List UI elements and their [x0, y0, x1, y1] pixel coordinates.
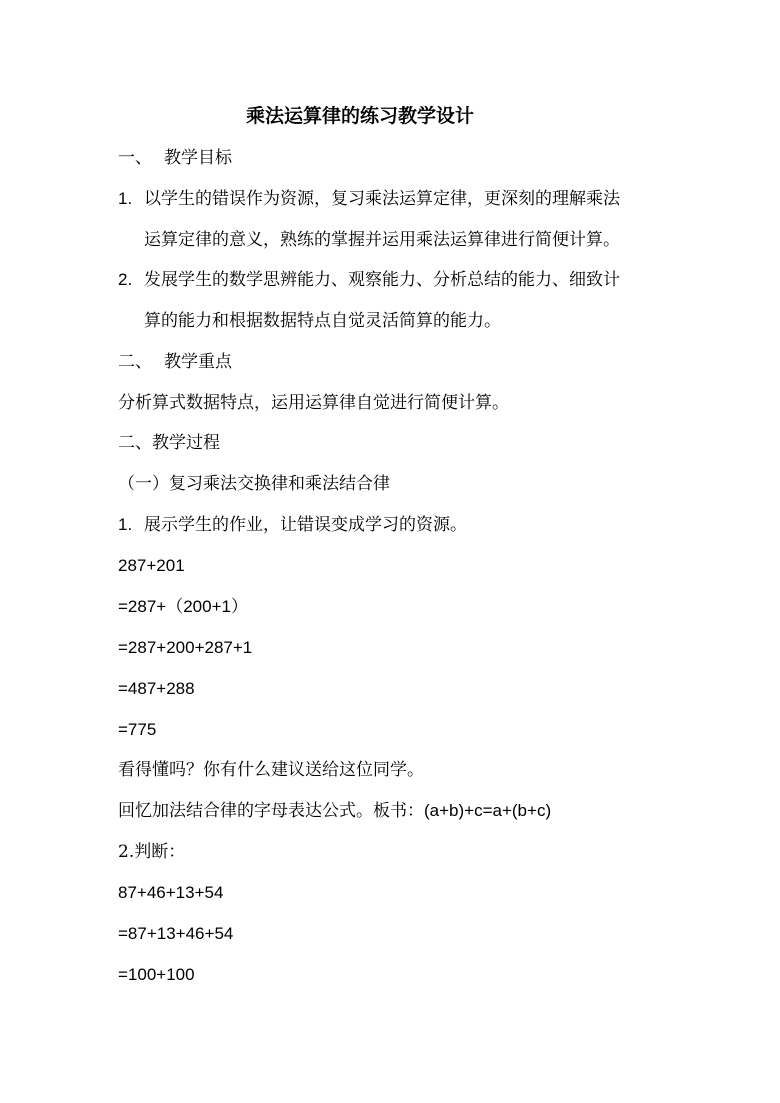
goal-item-2-line-2: 算的能力和根据数据特点自觉灵活简算的能力。 [144, 311, 501, 331]
calc-line: =100+100 [118, 965, 195, 984]
document-title: 乘法运算律的练习教学设计 [245, 105, 474, 127]
section-heading: 教学目标 [164, 148, 232, 168]
key-point-text: 分析算式数据特点，运用运算律自觉进行简便计算。 [118, 393, 509, 413]
section-teaching-goals [118, 146, 232, 170]
step-number: 1. [118, 515, 133, 534]
recall-line [118, 799, 551, 823]
calc-line: =487+288 [118, 679, 195, 698]
calc-line: 87+46+13+54 [118, 883, 224, 902]
calc-line: 287+201 [118, 556, 185, 575]
section-key-points [118, 350, 232, 374]
section-number: 一、 [118, 148, 152, 168]
goal-number: 1. [118, 189, 133, 208]
calc-line: =287+（200+1） [118, 597, 248, 616]
question-text: 看得懂吗？你有什么建议送给这位同学。 [118, 760, 424, 780]
goal-item-1-line-2: 运算定律的意义，熟练的掌握并运用乘法运算律进行简便计算。 [144, 230, 620, 250]
goal-item-2-line-1 [118, 268, 620, 292]
recall-text: 回忆加法结合律的字母表达公式。板书： [118, 801, 424, 821]
section-number: 二、 [118, 352, 152, 372]
goal-text: 发展学生的数学思辨能力、观察能力、分析总结的能力、细致计 [144, 270, 620, 290]
calc-line: =775 [118, 720, 157, 739]
judge-label: 2.判断： [118, 842, 186, 862]
section-heading: 教学重点 [164, 352, 232, 372]
recall-formula: (a+b)+c=a+(b+c) [424, 801, 552, 820]
goal-text: 以学生的错误作为资源，复习乘法运算定律，更深刻的理解乘法 [144, 189, 620, 209]
step-1 [118, 513, 467, 537]
goal-item-1-line-1 [118, 187, 620, 211]
goal-number: 2. [118, 270, 133, 289]
subsection-heading: （一）复习乘法交换律和乘法结合律 [118, 474, 390, 494]
step-text: 展示学生的作业，让错误变成学习的资源。 [144, 515, 467, 535]
calc-line: =87+13+46+54 [118, 924, 234, 943]
section-teaching-process: 二、教学过程 [118, 433, 220, 453]
calc-line: =287+200+287+1 [118, 638, 253, 657]
